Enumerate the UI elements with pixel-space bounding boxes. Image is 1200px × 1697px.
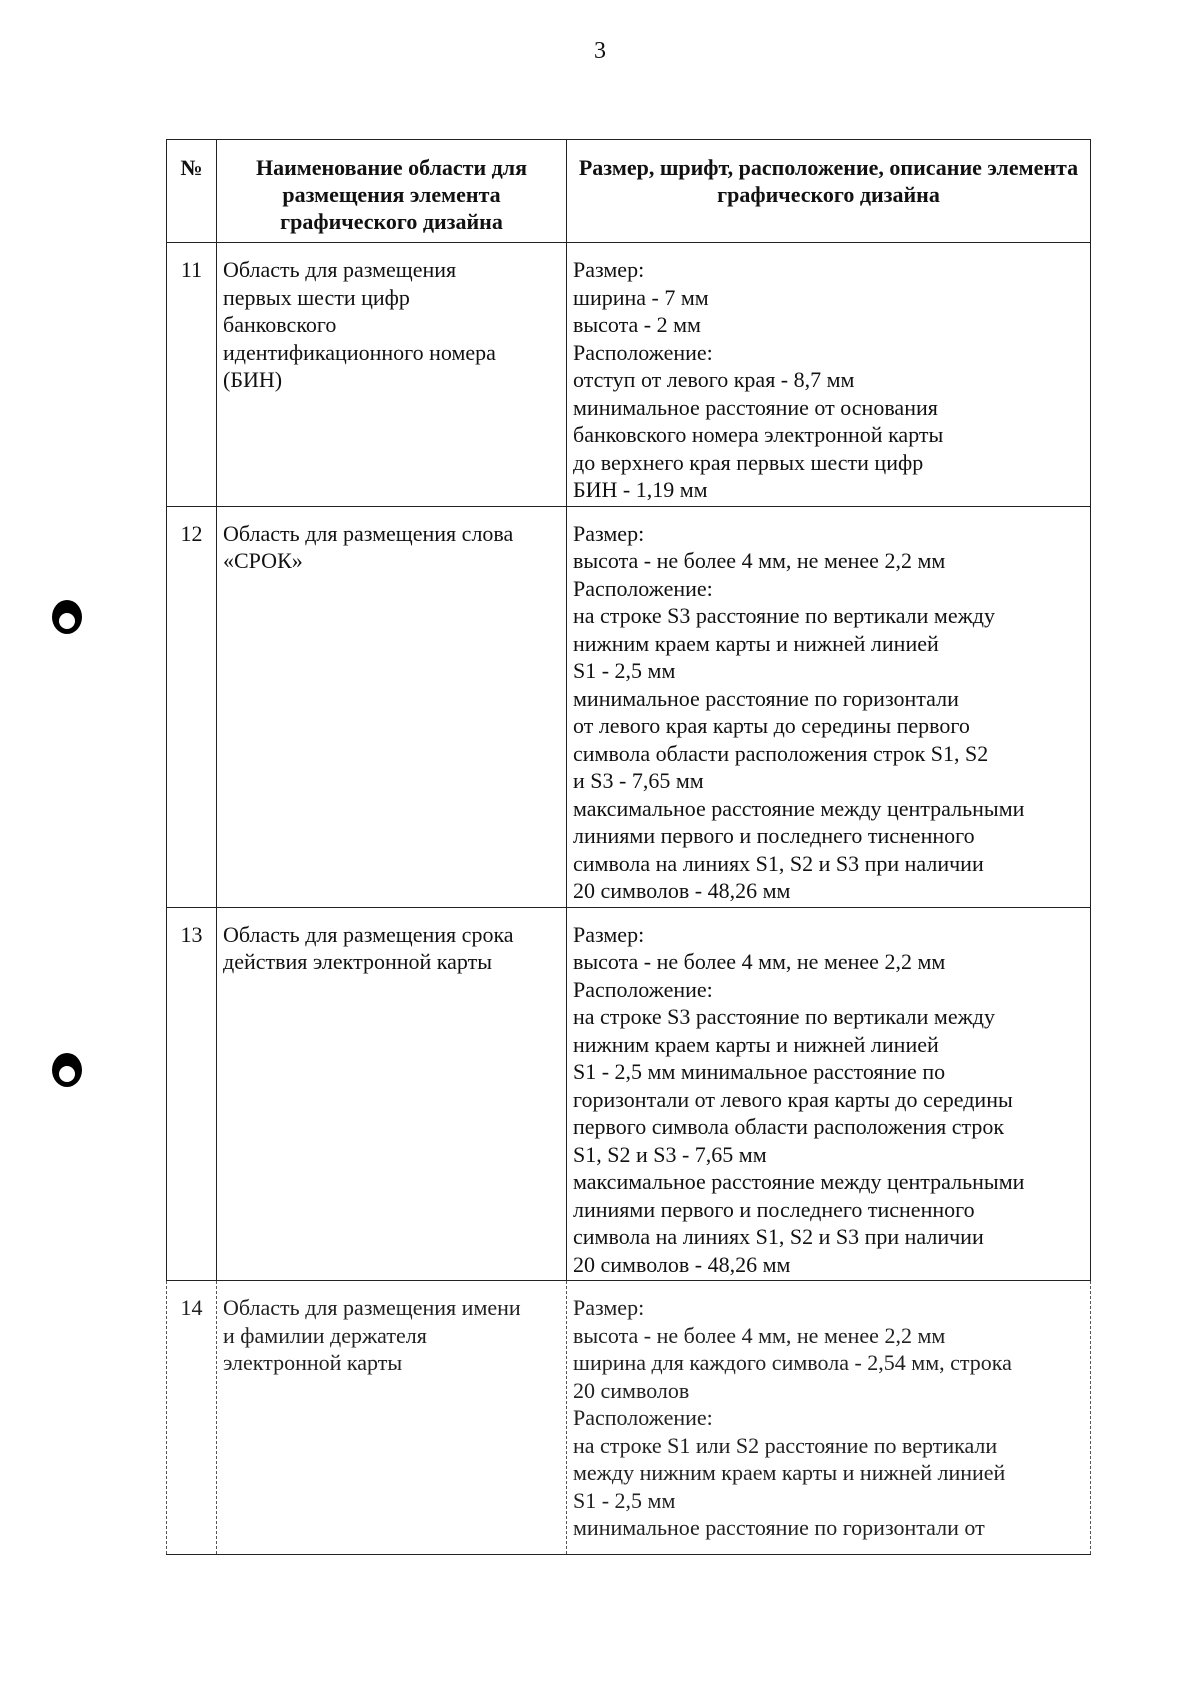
area-name-line: идентификационного номера xyxy=(223,339,496,365)
description-line: S1 - 2,5 мм минимальное расстояние по xyxy=(573,1059,946,1084)
description-line: Расположение: xyxy=(573,339,713,365)
area-name-line: Область для размещения xyxy=(223,257,457,282)
description-line: символа на линиях S1, S2 и S3 при наличии xyxy=(573,850,984,876)
table-row xyxy=(167,907,1091,1281)
row-number: 11 xyxy=(167,243,217,507)
area-name-line: электронной карты xyxy=(223,1350,403,1375)
description-line: между нижним краем карты и нижней линией xyxy=(573,1460,1006,1485)
table-row xyxy=(167,1281,1091,1555)
description-line: 20 символов - 48,26 мм xyxy=(573,878,791,903)
area-name-cell xyxy=(217,243,567,507)
description-line: горизонтали от левого края карты до середины xyxy=(573,1086,1013,1112)
area-name-line: действия электронной карты xyxy=(223,949,493,974)
description-line: Расположение: xyxy=(573,976,713,1002)
description-line: на строке S1 или S2 расстояние по вертикали xyxy=(573,1432,998,1458)
table-body xyxy=(167,243,1091,1555)
description-line: на строке S3 расстояние по вертикали между xyxy=(573,603,995,628)
description-line: S1, S2 и S3 - 7,65 мм xyxy=(573,1141,767,1167)
description-line: Размер: xyxy=(573,921,645,947)
description-line: минимальное расстояние от основания xyxy=(573,394,938,420)
description-line: нижним краем карты и нижней линией xyxy=(573,1031,939,1057)
description-line: максимальное расстояние между центральными xyxy=(573,795,1025,821)
row-number: 13 xyxy=(167,907,217,1281)
header-description: Размер, шрифт, расположение, описание элемента графического дизайна xyxy=(567,140,1091,243)
area-name-cell xyxy=(217,506,567,907)
description-line: БИН - 1,19 мм xyxy=(573,477,708,502)
description-line: нижним краем карты и нижней линией xyxy=(573,630,939,656)
description-line: Размер: xyxy=(573,1295,645,1320)
description-line: первого символа области расположения строк xyxy=(573,1114,1005,1139)
row-number: 14 xyxy=(167,1281,217,1555)
area-name-cell xyxy=(217,1281,567,1555)
description-line: символа области расположения строк S1, S2 xyxy=(573,740,989,766)
description-line: минимальное расстояние по горизонтали от xyxy=(573,1515,985,1540)
table-row xyxy=(167,506,1091,907)
table-row xyxy=(167,243,1091,507)
area-name-line: Область для размещения слова xyxy=(223,520,514,546)
punch-hole-mark xyxy=(52,1053,82,1087)
page-number: 3 xyxy=(594,38,606,64)
area-name-line: первых шести цифр xyxy=(223,284,410,310)
description-cell xyxy=(567,506,1091,907)
specification-table xyxy=(166,139,1091,1555)
row-number: 12 xyxy=(167,506,217,907)
description-cell xyxy=(567,243,1091,507)
area-name-line: Область для размещения срока xyxy=(223,921,514,947)
header-area-name: Наименование области для размещения элемента графического дизайна xyxy=(217,140,567,243)
description-line: от левого края карты до середины первого xyxy=(573,713,970,738)
description-line: отступ от левого края - 8,7 мм xyxy=(573,367,855,392)
description-line: максимальное расстояние между центральными xyxy=(573,1169,1025,1194)
description-line: Расположение: xyxy=(573,575,713,601)
description-line: Расположение: xyxy=(573,1405,713,1430)
description-line: линиями первого и последнего тисненного xyxy=(573,823,975,848)
table-header-row xyxy=(167,140,1091,243)
area-name-cell xyxy=(217,907,567,1281)
area-name-line: Область для размещения имени xyxy=(223,1295,521,1320)
description-line: символа на линиях S1, S2 и S3 при наличии xyxy=(573,1224,984,1249)
area-name-line: и фамилии держателя xyxy=(223,1322,427,1348)
description-line: и S3 - 7,65 мм xyxy=(573,768,704,793)
description-line: 20 символов - 48,26 мм xyxy=(573,1251,791,1277)
description-line: ширина - 7 мм xyxy=(573,284,709,310)
description-line: высота - не более 4 мм, не менее 2,2 мм xyxy=(573,949,946,974)
description-line: Размер: xyxy=(573,520,645,546)
description-line: банковского номера электронной карты xyxy=(573,422,944,447)
description-line: высота - не более 4 мм, не менее 2,2 мм xyxy=(573,548,946,573)
description-cell xyxy=(567,907,1091,1281)
header-number: № xyxy=(167,140,217,243)
description-line: Размер: xyxy=(573,257,645,282)
description-line: высота - не более 4 мм, не менее 2,2 мм xyxy=(573,1322,946,1348)
punch-hole-mark xyxy=(52,600,82,634)
description-line: на строке S3 расстояние по вертикали между xyxy=(573,1004,995,1029)
description-line: ширина для каждого символа - 2,54 мм, строка xyxy=(573,1350,1012,1375)
description-line: до верхнего края первых шести цифр xyxy=(573,449,924,475)
description-line: линиями первого и последнего тисненного xyxy=(573,1196,975,1222)
description-line: минимальное расстояние по горизонтали xyxy=(573,685,959,711)
description-line: S1 - 2,5 мм xyxy=(573,658,676,683)
area-name-line: (БИН) xyxy=(223,367,283,392)
description-line: 20 символов xyxy=(573,1377,690,1403)
area-name-line: банковского xyxy=(223,312,337,337)
description-line: высота - 2 мм xyxy=(573,312,701,337)
description-line: S1 - 2,5 мм xyxy=(573,1487,676,1513)
description-cell xyxy=(567,1281,1091,1555)
area-name-line: «СРОК» xyxy=(223,548,303,573)
